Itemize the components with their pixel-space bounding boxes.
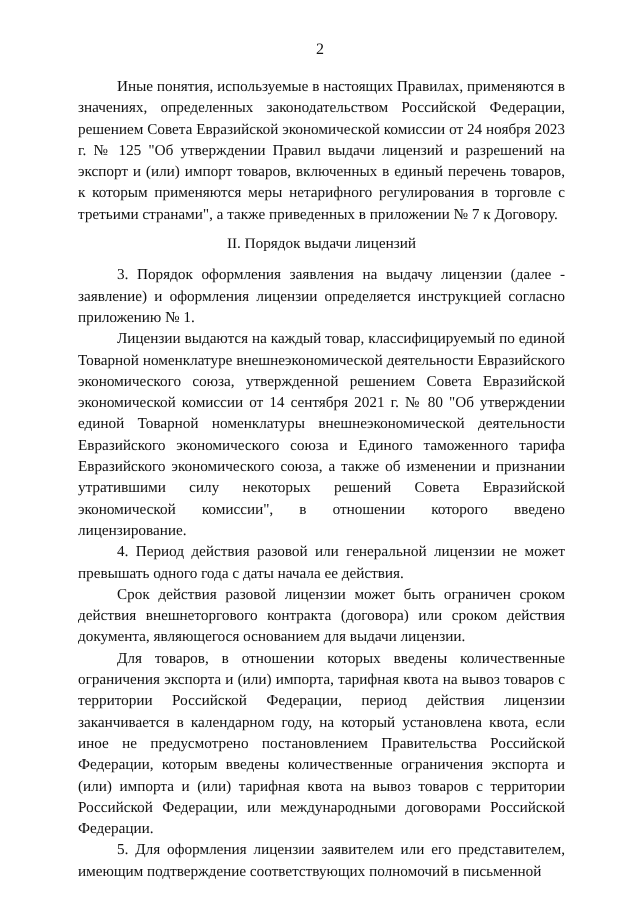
document-body [78, 76, 565, 882]
paragraph-quota-goods: Для товаров, в отношении которых введены количественные ограничения экспорта и (или) импорта, тарифная квота на вывоз товаров с территории Российской Федерации, период действия лицензии заканчивается в календарном году, на который установлена квота, если иное не предусмотрено постановлением Правительства Российской Федерации, которым введены количественные ограничения экспорта и (или) импорта и (или) тарифная квота на вывоз товаров с территории Российской Федерации, или международными договорами Российской Федерации. [78, 649, 565, 838]
intro-paragraph: Иные понятия, используемые в настоящих Правилах, применяются в значениях, определенных законодательством Российской Федерации, решением Совета Евразийской экономической комиссии от 24 ноября 2023 г. № 125 "Об утверждении Правил выдачи лицензий и разрешений на экспорт и (или) импорт товаров, включенных в единый перечень товаров, к которым применяются меры нетарифного регулирования в торговле с третьими странами", а также приведенных в приложении № 7 к Договору. [78, 78, 565, 223]
paragraph-4: 4. Период действия разовой или генеральной лицензии не может превышать одного года с даты начала ее действия. [78, 543, 565, 582]
page-number: 2 [316, 41, 324, 58]
paragraph-licenses-per-good: Лицензии выдаются на каждый товар, классифицируемый по единой Товарной номенклатуре внешнеэкономической деятельности Евразийского экономического союза, утвержденной решением Совета Евразийской экономической комиссии от 14 сентября 2021 г. № 80 "Об утверждении единой Товарной номенклатуры внешнеэкономической деятельности Евразийского экономического союза и Единого таможенного тарифа Евразийского экономического союза, а также об изменении и признании утратившими силу некоторых решений Совета Евразийской экономической комиссии", в отношении которого введено лицензирование. [78, 330, 565, 539]
paragraph-5: 5. Для оформления лицензии заявителем или его представителем, имеющим подтверждение соответствующих полномочий в письменной [78, 841, 565, 880]
paragraph-3: 3. Порядок оформления заявления на выдачу лицензии (далее - заявление) и оформления лицензии определяется инструкцией согласно приложению № 1. [78, 266, 565, 326]
section-heading: II. Порядок выдачи лицензий [226, 235, 417, 253]
paragraph-validity-term: Срок действия разовой лицензии может быть ограничен сроком действия внешнеторгового контракта (договора) или сроком действия документа, являющегося основанием для выдачи лицензии. [78, 585, 565, 646]
